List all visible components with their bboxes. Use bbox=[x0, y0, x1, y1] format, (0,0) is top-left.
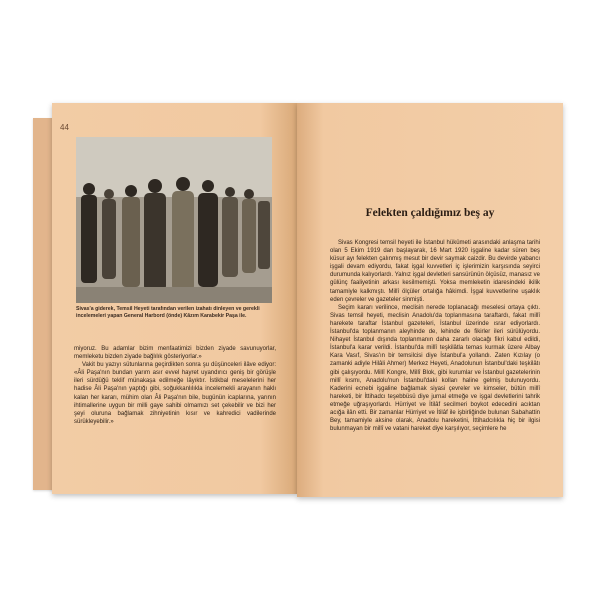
page-number: 44 bbox=[60, 123, 69, 132]
left-page bbox=[52, 103, 297, 494]
historical-photo bbox=[76, 137, 272, 303]
paragraph: Vakit bu yazıyı sütunlarına geçirdikten sonra şu düşünceleri ilâve ediyor: «Âli Paşa'nın bundan yarım asır evvel hayret uyandırıcı geniş bir görüşle ileri sürdüğü teklif münakaşa edilmeğe lâyıktır. İstikbal meselelerini her hadise Âli Paşa'nın yaptığı gibi, soğukkanlılıkla incelemekli arayanın haklı kalan her kararı, mühim olan Âli Paşa'nın bile, bugünün icaplarına, yarının ihtimallerine uygun bir milli gaye sahibi olmamızı set çekebilir ve bizi her şeyi oluruna bağlamak zihniyetinin kısır ve kahredici vadilerinde sürükleyebilir.» bbox=[74, 362, 276, 425]
left-body-text bbox=[74, 345, 276, 426]
right-body-text bbox=[330, 239, 540, 433]
photo-caption: Sivas'a giderek, Temsil Heyeti tarafından verilen izahatı dinleyen ve gerekli incelemeleri yapan General Harbord (önde) Kâzım Karabekir Paşa ile. bbox=[76, 306, 260, 319]
paragraph: miyoruz. Bu adamlar bizim menfaatimizi bizden ziyade savunuyorlar, memleketu bizden ziyade bağlılık gösteriyorlar.» bbox=[74, 346, 276, 361]
chapter-title: Felekten çaldığımız beş ay bbox=[365, 207, 495, 219]
right-page bbox=[297, 103, 563, 497]
paragraph: Seçim kararı verilince, meclisin nerede toplanacağı meselesi ortaya çıktı. Sivas temsil heyeti, meclisin Anadolu'da toplanmasına taraftardı, fakat millî harekete taraftar İstanbul gazeteleri, İstanbul üzerinde ısrar ediyorlardı. İstanbul'da toplanmanın aleyhinde de, lehinde de fikirler ileri sürülüyordu. Nihayet İstanbul dışında toplanmanın daha zararlı olacağı fikri kabul edildi, İstanbul'a karar verildi. İstanbul'da millî teşkilâtla temas kurmak üzere Albay Kara Vasıf, Sivas'ın bir temsilcisi diye İstanbul'a yollandı. Zaten Kızılay (o zamanki adiyle Hilâli Ahmer) Merkez Heyeti, Anadolunun İstanbul'daki teşkilâtı gibi çalışıyordu. Millî Kongre, Millî Blok, gibi kurumlar ve İstanbul gazetelerinin millî kısmı, Anadolu'nun İstanbul'daki kolları haline gelmiş bulunuyordu. Kaderini ecnebi işgaline bağlamak siyasi çevreler ve kimseler, bütün millî hareketi, bir İttihadcı teşebbüsü diye jurnal etmeğe ve işgal devletlerini tahrik etmeğe uğraşıyorlardı. Hürriyet ve İtilâf secilmeri boykot edecedini acıktan acığa ilân etti. Bir zamanlar Hürriyet ve İtilâf ile işbirliğinde bulunan Sabahattin Bey, tamamiyle aksine olarak, Anadolu hareketini, İttihadcılıkla hiç bir ilgisi bulunmayan bir millî ve vatani hareket diye karşılıyor, seçimlere he bbox=[330, 304, 540, 433]
paragraph: Sivas Kongresi temsil heyeti ile İstanbul hükûmeti arasındaki anlaşma tarihi olan 5 Ekim 1919 dan başlayarak, 16 Mart 1920 işgaline kadar süren beş küsur ayı felekten çalınmış mesut bir devir saymak caizdir. Bu devirde yabancı işgali devam ediyordu, fakat işgal kuvvetleri iç işlerimizin karşısında seyirci durumunda kalıyorlardı. Yalnız işgal devletleri sansürünün ölçüsüz, manasız ve gülünç faaliyetinin arkası kesilmemişti. Yoksa memleketin idaresindeki ikilik tamamiyle kalkmıştı. Millî ölçüler ortalığa hâkimdi. İşgal kuvvetlerine uşaklık eden çevreler ve gazeteler sinmişti. bbox=[330, 240, 540, 303]
photo-illustration bbox=[76, 137, 272, 303]
